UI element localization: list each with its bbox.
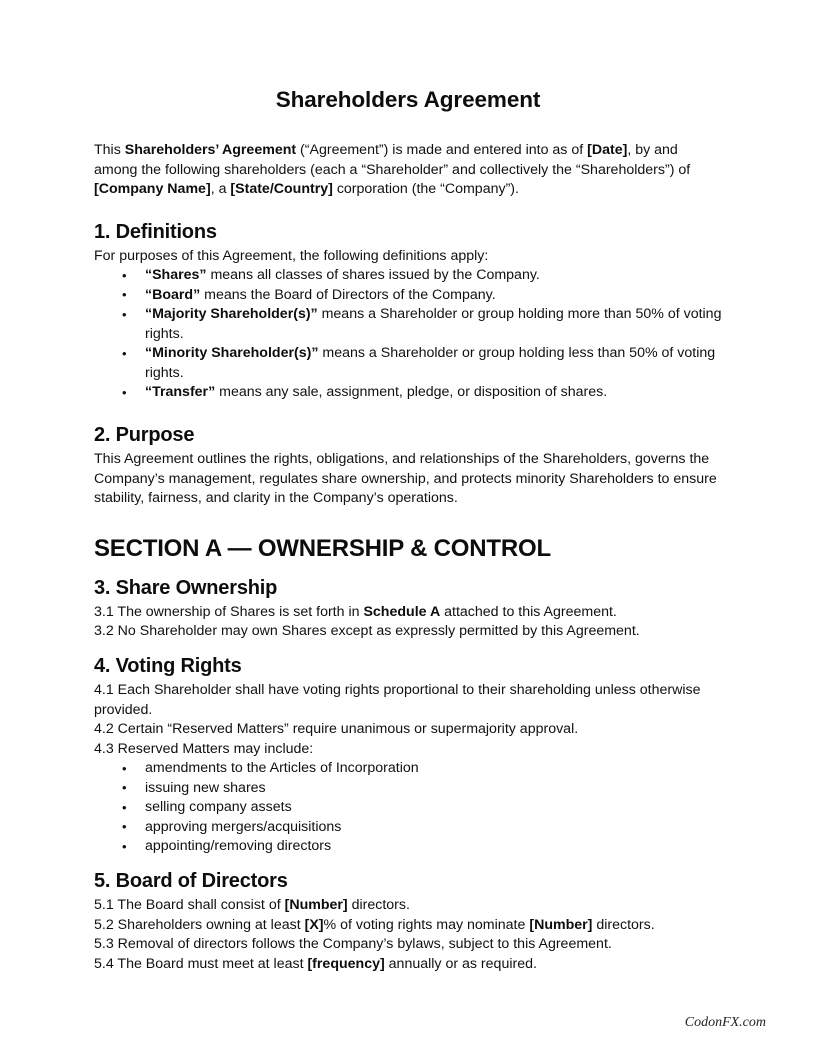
intro-text-1: This xyxy=(94,142,125,158)
clause-5-4-bold-frequency: [frequency] xyxy=(307,955,385,972)
definition-term: “Transfer” xyxy=(145,384,216,401)
definition-term: “Minority Shareholder(s)” xyxy=(145,345,319,362)
clause-4-2: 4.2 Certain “Reserved Matters” require unanimous or supermajority approval. xyxy=(94,721,579,738)
clause-4-3: 4.3 Reserved Matters may include: xyxy=(94,740,314,757)
intro-paragraph xyxy=(94,141,722,200)
clause-5-2-text-2: % of voting rights may nominate xyxy=(323,916,530,933)
heading-purpose: 2. Purpose xyxy=(94,423,195,446)
list-item: • approving mergers/acquisitions xyxy=(94,818,722,838)
list-item: • appointing/removing directors xyxy=(94,837,722,857)
clause-5-2-bold-number: [Number] xyxy=(529,916,593,933)
clause-4-1: 4.1 Each Shareholder shall have voting rights proportional to their shareholding unless otherwise provided. xyxy=(94,682,701,718)
list-item: • amendments to the Articles of Incorporation xyxy=(94,759,722,779)
heading-definitions: 1. Definitions xyxy=(94,220,217,243)
intro-bold-company-name: [Company Name] xyxy=(94,181,211,197)
document-title: Shareholders Agreement xyxy=(275,87,541,112)
heading-board-of-directors: 5. Board of Directors xyxy=(94,869,288,892)
clause-5-4-text-1: 5.4 The Board must meet at least xyxy=(94,955,308,972)
clause-5-4 xyxy=(94,955,722,975)
clause-3-1 xyxy=(94,603,722,623)
definition-term: “Majority Shareholder(s)” xyxy=(145,306,318,323)
intro-bold-agreement: Shareholders’ Agreement xyxy=(124,142,297,158)
intro-bold-date: [Date] xyxy=(587,142,628,158)
definition-text: means the Board of Directors of the Company. xyxy=(200,286,496,303)
intro-text-4: , a xyxy=(210,181,231,197)
purpose-body: This Agreement outlines the rights, obligations, and relationships of the Shareholders, governs the Company’s management, regulates share ownership, and protects minority Shareholders to ensure stability, fairness, and clarity in the Company’s operations. xyxy=(94,451,717,507)
clause-5-1-text-2: directors. xyxy=(347,897,410,914)
clause-5-1-text-1: 5.1 The Board shall consist of xyxy=(94,897,285,914)
list-item xyxy=(94,266,722,286)
clause-5-2-text-3: directors. xyxy=(592,916,655,933)
clause-5-3: 5.3 Removal of directors follows the Company’s bylaws, subject to this Agreement. xyxy=(94,936,612,953)
intro-text-3: , by and among the following shareholders (each a “Shareholder” and collectively the “Shareholders”) of xyxy=(94,142,691,178)
definition-term: “Board” xyxy=(145,286,201,303)
intro-text-2: (“Agreement”) is made and entered into as of xyxy=(296,142,588,158)
clause-5-1-bold-number: [Number] xyxy=(284,897,348,914)
heading-voting-rights: 4. Voting Rights xyxy=(94,654,242,677)
heading-section-a: SECTION A — OWNERSHIP & CONTROL xyxy=(94,534,551,562)
definition-text: means a Shareholder or group holding more than 50% of voting rights. xyxy=(145,306,722,342)
list-item xyxy=(94,344,722,383)
definition-text: means any sale, assignment, pledge, or disposition of shares. xyxy=(215,384,608,401)
clause-5-2 xyxy=(94,916,722,936)
clause-5-2-text-1: 5.2 Shareholders owning at least xyxy=(94,916,305,933)
definition-text: means a Shareholder or group holding less than 50% of voting rights. xyxy=(145,345,716,381)
definition-term: “Shares” xyxy=(145,267,207,284)
list-item xyxy=(94,383,722,403)
definitions-list xyxy=(94,266,722,403)
definitions-lead: For purposes of this Agreement, the following definitions apply: xyxy=(94,247,489,264)
watermark-codonfx: CodonFX.com xyxy=(684,1015,766,1030)
clause-5-4-text-2: annually or as required. xyxy=(384,955,537,972)
intro-bold-state-country: [State/Country] xyxy=(230,181,333,197)
heading-share-ownership: 3. Share Ownership xyxy=(94,576,278,599)
clause-5-2-bold-x: [X] xyxy=(304,916,324,933)
clause-5-1 xyxy=(94,896,722,916)
list-item: • issuing new shares xyxy=(94,779,722,799)
clause-3-2: 3.2 No Shareholder may own Shares except as expressly permitted by this Agreement. xyxy=(94,623,640,640)
document-content xyxy=(94,86,722,974)
list-item: • selling company assets xyxy=(94,798,722,818)
clause-3-1-bold-schedule-a: Schedule A xyxy=(363,603,441,620)
clause-3-1-text-2: attached to this Agreement. xyxy=(440,603,617,620)
reserved-matters-list xyxy=(94,759,722,857)
intro-text-5: corporation (the “Company”). xyxy=(332,181,519,197)
definition-text: means all classes of shares issued by the Company. xyxy=(206,267,540,284)
list-item xyxy=(94,305,722,344)
clause-3-1-text-1: 3.1 The ownership of Shares is set forth in xyxy=(94,603,364,620)
list-item xyxy=(94,286,722,306)
